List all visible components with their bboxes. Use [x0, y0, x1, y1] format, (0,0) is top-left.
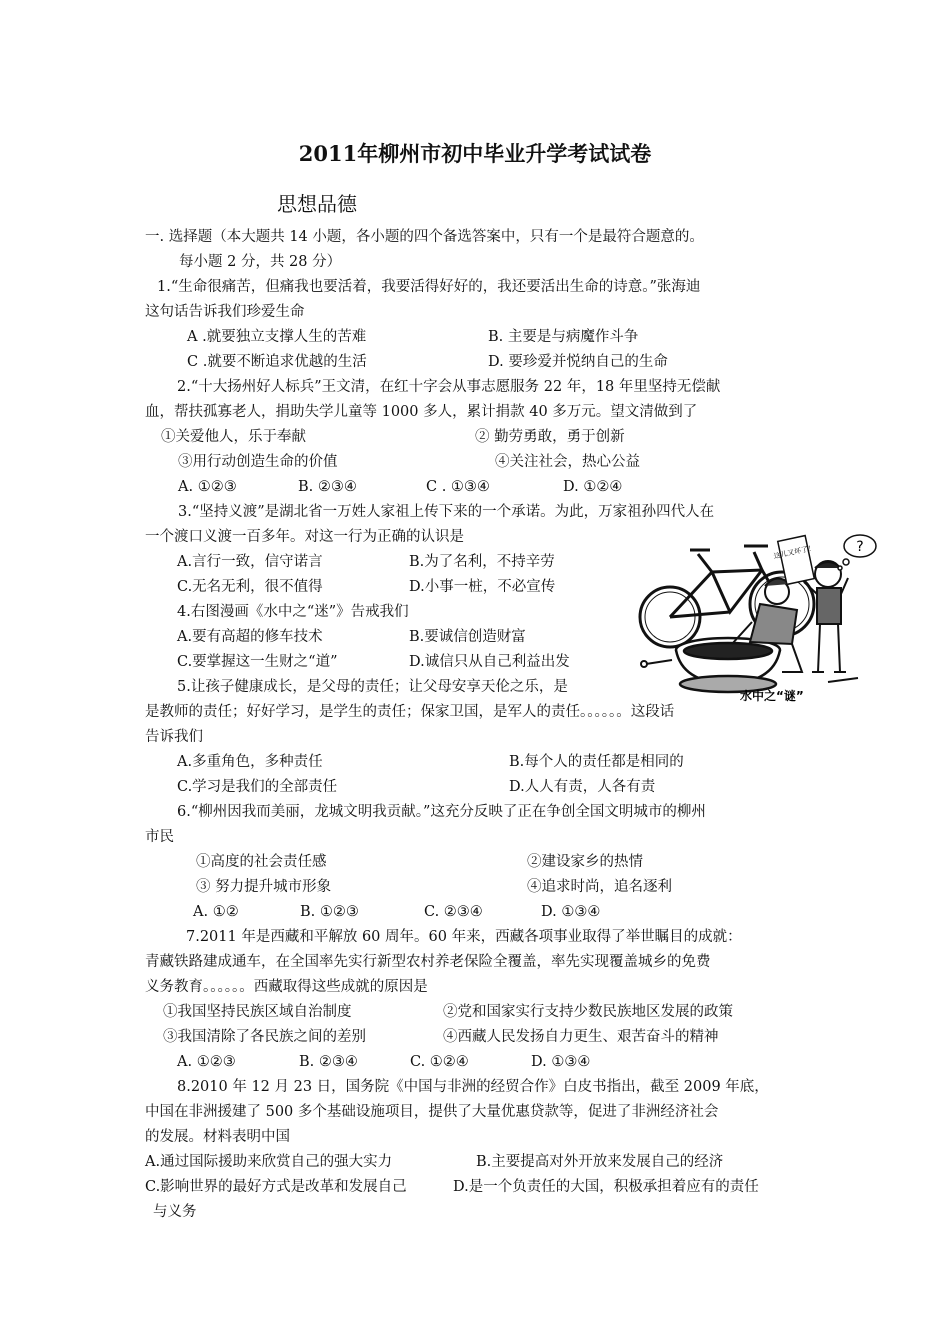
q3-option-d: D.小事一桩，不必宣传	[409, 579, 556, 595]
q5-option-a: A.多重角色，多种责任	[177, 754, 323, 770]
q2-option-b: B. ②③④	[298, 479, 357, 495]
q5-stem-cont2: 告诉我们	[145, 729, 203, 745]
q4-option-a: A.要有高超的修车技术	[177, 629, 323, 645]
q4-option-b: B.要诚信创造财富	[409, 629, 526, 645]
q4-option-c: C.要掌握这一生财之“道”	[177, 654, 338, 670]
q6-stem: 6.“柳州因我而美丽，龙城文明我贡献。”这充分反映了正在争创全国文明城市的柳州	[177, 804, 706, 820]
q6-option-d: D. ①③④	[541, 904, 601, 920]
q7-stem-cont2: 义务教育。。。。。。西藏取得这些成就的原因是	[145, 979, 428, 995]
q5-stem-cont: 是教师的责任；好好学习，是学生的责任；保家卫国，是军人的责任。。。。。。这段话	[145, 704, 675, 720]
q7-option-a: A. ①②③	[177, 1054, 236, 1070]
q7-statement-2: ②党和国家实行支持少数民族地区发展的政策	[443, 1004, 733, 1020]
section-heading-cont: 每小题 2 分，共 28 分）	[179, 254, 342, 270]
q5-option-d: D.人人有责，人各有责	[509, 779, 656, 795]
q5-option-b: B.每个人的责任都是相同的	[509, 754, 684, 770]
q2-stem-cont: 血，帮扶孤寡老人，捐助失学儿童等 1000 多人，累计捐款 40 多万元。望文清做到了	[145, 404, 698, 420]
sign-text: 这儿又坏了！	[772, 543, 816, 561]
q8-option-d-cont: 与义务	[153, 1204, 197, 1220]
q2-stem: 2.“十大扬州好人标兵”王文清，在红十字会从事志愿服务 22 年，18 年里坚持无偿献	[177, 379, 721, 395]
q7-stem-cont: 青藏铁路建成通车，在全国率先实行新型农村养老保险全覆盖，率先实现覆盖城乡的免费	[145, 954, 711, 970]
cartoon-caption: 水中之“谜”	[740, 689, 804, 703]
q7-option-b: B. ②③④	[299, 1054, 358, 1070]
q3-stem-cont: 一个渡口义渡一百多年。对这一行为正确的认识是	[145, 529, 464, 545]
q2-statement-3: ③用行动创造生命的价值	[178, 454, 338, 470]
q3-option-a: A.言行一致，信守诺言	[177, 554, 323, 570]
q6-option-c: C. ②③④	[424, 904, 483, 920]
q4-stem: 4.右图漫画《水中之“迷”》告戒我们	[177, 604, 409, 620]
q1-option-c: C .就要不断追求优越的生活	[187, 354, 367, 370]
q5-option-c: C.学习是我们的全部责任	[177, 779, 338, 795]
q1-option-d: D. 要珍爱并悦纳自己的生命	[488, 354, 668, 370]
q2-option-c: C . ①③④	[426, 479, 490, 495]
q7-statement-1: ①我国坚持民族区域自治制度	[163, 1004, 352, 1020]
q4-option-d: D.诚信只从自己利益出发	[409, 654, 570, 670]
q8-option-d: D.是一个负责任的大国，积极承担着应有的责任	[453, 1179, 759, 1195]
q8-stem: 8.2010 年 12 月 23 日，国务院《中国与非洲的经贸合作》白皮书指出，截至 2009 年底，	[177, 1079, 769, 1095]
basin-drawing	[676, 638, 780, 692]
q7-option-c: C. ①②④	[410, 1054, 469, 1070]
q1-stem: 1.“生命很痛苦，但痛我也要活着，我要活得好好的，我还要活出生命的诗意。”张海迪	[157, 279, 701, 295]
q6-statement-1: ①高度的社会责任感	[196, 854, 327, 870]
q8-stem-cont: 中国在非洲援建了 500 多个基础设施项目，提供了大量优惠贷款等，促进了非洲经济社会	[145, 1104, 719, 1120]
q6-statement-3: ③ 努力提升城市形象	[196, 879, 332, 895]
exam-subject: 思想品德	[277, 192, 357, 216]
q2-statement-4: ④关注社会，热心公益	[495, 454, 640, 470]
q8-option-a: A.通过国际援助来欣赏自己的强大实力	[145, 1154, 393, 1170]
q2-statement-1: ①关爱他人，乐于奉献	[161, 429, 306, 445]
q8-stem-cont2: 的发展。材料表明中国	[145, 1129, 290, 1145]
q5-stem: 5.让孩子健康成长，是父母的责任；让父母安享天伦之乐，是	[177, 679, 568, 695]
section-heading: 一. 选择题（本大题共 14 小题，各小题的四个备选答案中，只有一个是最符合题意的。	[145, 229, 704, 245]
cartoon-illustration	[632, 532, 886, 704]
speech-bubble-text: ?	[856, 539, 864, 555]
q3-stem: 3.“坚持义渡”是湖北省一万姓人家祖上传下来的一个承诺。为此，万家祖孙四代人在	[178, 504, 715, 520]
q7-statement-3: ③我国清除了各民族之间的差别	[163, 1029, 366, 1045]
q2-option-a: A. ①②③	[178, 479, 237, 495]
q6-option-a: A. ①②	[193, 904, 239, 920]
q6-stem-cont: 市民	[145, 829, 174, 845]
q7-statement-4: ④西藏人民发扬自力更生、艰苦奋斗的精神	[443, 1029, 719, 1045]
q1-option-a: A .就要独立支撑人生的苦难	[187, 329, 367, 345]
q1-option-b: B. 主要是与病魔作斗争	[488, 329, 639, 345]
q1-stem-cont: 这句话告诉我们珍爱生命	[145, 304, 305, 320]
q2-option-d: D. ①②④	[563, 479, 623, 495]
q6-statement-4: ④追求时尚，追名逐利	[527, 879, 672, 895]
exam-title: 2011年柳州市初中毕业升学考试试卷	[298, 141, 652, 166]
q2-statement-2: ② 勤劳勇敢，勇于创新	[475, 429, 625, 445]
q8-option-b: B.主要提高对外开放来发展自己的经济	[476, 1154, 724, 1170]
q8-option-c: C.影响世界的最好方式是改革和发展自己	[145, 1179, 407, 1195]
q3-option-c: C.无名无利，很不值得	[177, 579, 323, 595]
q6-option-b: B. ①②③	[300, 904, 359, 920]
q7-stem: 7.2011 年是西藏和平解放 60 周年。60 年来，西藏各项事业取得了举世瞩目的成就：	[186, 929, 742, 945]
q3-option-b: B.为了名利，不持辛劳	[409, 554, 555, 570]
q6-statement-2: ②建设家乡的热情	[527, 854, 643, 870]
q7-option-d: D. ①③④	[531, 1054, 591, 1070]
